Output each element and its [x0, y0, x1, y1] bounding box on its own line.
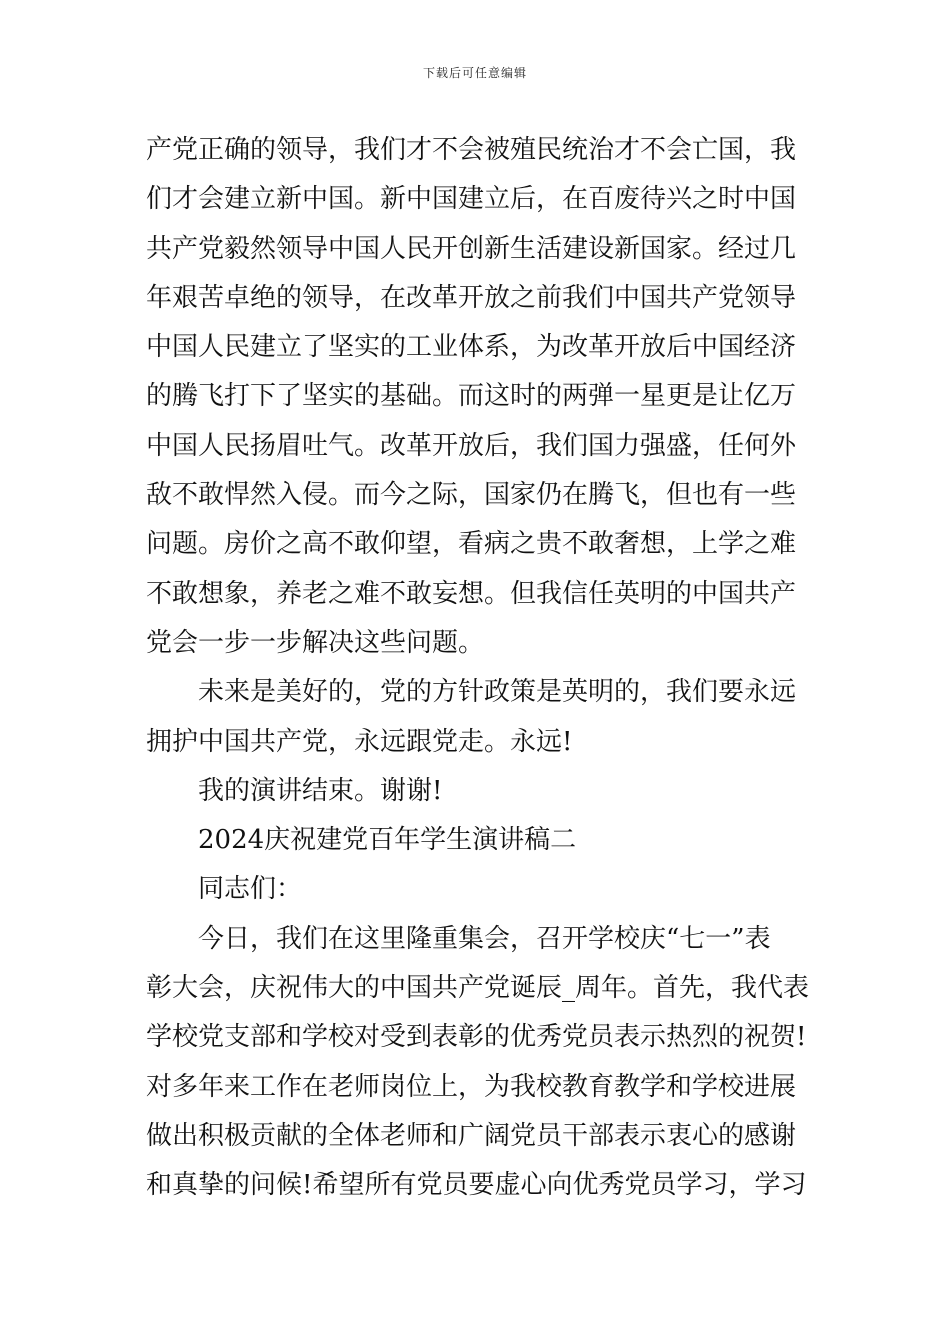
body-line: 学校党支部和学校对受到表彰的优秀党员表示热烈的祝贺! [146, 1022, 807, 1053]
body-line: 中国人民建立了坚实的工业体系，为改革开放后中国经济 [146, 332, 797, 363]
body-line: 问题。房价之高不敢仰望，看病之贵不敢奢想，上学之难 [146, 529, 797, 560]
body-line: 共产党毅然领导中国人民开创新生活建设新国家。经过几 [146, 233, 797, 264]
body-line: 和真挚的问候!希望所有党员要虚心向优秀党员学习，学习 [146, 1170, 807, 1201]
body-line: 的腾飞打下了坚实的基础。而这时的两弹一星更是让亿万 [146, 381, 797, 412]
body-line: 不敢想象，养老之难不敢妄想。但我信任英明的中国共产 [146, 578, 797, 609]
body-line: 年艰苦卓绝的领导，在改革开放之前我们中国共产党领导 [146, 282, 797, 313]
body-line: 党会一步一步解决这些问题。 [146, 627, 485, 658]
body-line: 彰大会，庆祝伟大的中国共产党诞辰_周年。首先，我代表 [146, 973, 810, 1004]
body-line: 拥护中国共产党，永远跟党走。永远! [146, 726, 573, 757]
document-body [146, 126, 808, 1211]
salutation: 同志们： [198, 874, 303, 905]
body-line: 我的演讲结束。谢谢! [198, 775, 443, 806]
body-line: 今日，我们在这里隆重集会，召开学校庆“七一”表 [198, 923, 771, 954]
body-line: 对多年来工作在老师岗位上，为我校教育教学和学校进展 [146, 1071, 797, 1102]
body-line: 未来是美好的，党的方针政策是英明的，我们要永远 [198, 677, 797, 708]
body-line: 产党正确的领导，我们才不会被殖民统治才不会亡国，我 [146, 135, 797, 165]
body-line: 做出积极贡献的全体老师和广阔党员干部表示衷心的感谢 [146, 1120, 797, 1151]
body-line: 敌不敢悍然入侵。而今之际，国家仍在腾飞，但也有一些 [146, 480, 797, 511]
page-header: 下载后可任意编辑 [422, 66, 527, 80]
body-line: 中国人民扬眉吐气。改革开放后，我们国力强盛，任何外 [146, 430, 797, 461]
section-title: 2024庆祝建党百年学生演讲稿二 [198, 825, 577, 856]
body-line: 们才会建立新中国。新中国建立后，在百废待兴之时中国 [146, 184, 797, 215]
